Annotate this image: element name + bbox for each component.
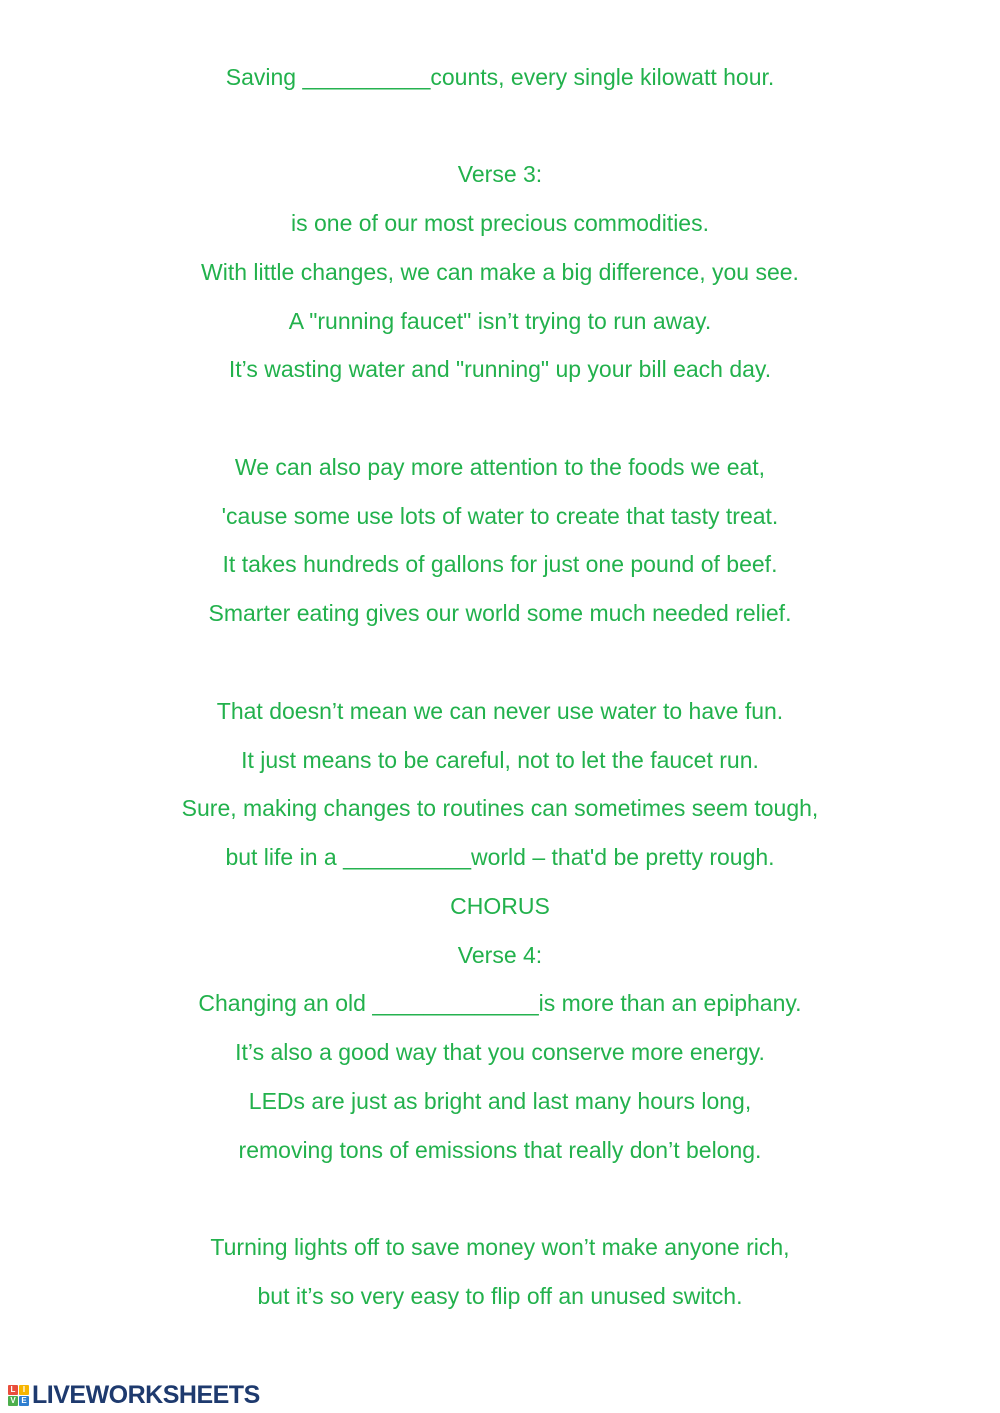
lyric-line: It’s wasting water and "running" up your bill each day. [228,356,772,382]
lyric-line: Smarter eating gives our world some much needed relief. [208,600,792,626]
lyric-line: LEDs are just as bright and last many hours long, [248,1088,752,1114]
verse-heading: Verse 3: [457,161,543,187]
verse-heading: Verse 4: [457,942,543,968]
lyric-line: A "running faucet" isn’t trying to run away. [288,308,712,334]
lyric-line: removing tons of emissions that really don’t belong. [238,1137,762,1163]
lyric-line: It takes hundreds of gallons for just one pound of beef. [222,551,778,577]
liveworksheets-logo [8,1380,260,1410]
lyric-line: Sure, making changes to routines can sometimes seem tough, [181,795,819,821]
lyric-line: Turning lights off to save money won’t make anyone rich, [210,1234,790,1260]
logo-text: LIVEWORKSHEETS [32,1380,260,1409]
lyric-line: Saving __________counts, every single kilowatt hour. [225,64,775,90]
lyric-line: but life in a __________world – that'd be pretty rough. [225,844,775,870]
chorus-heading: CHORUS [450,893,550,919]
lyric-line: We can also pay more attention to the foods we eat, [234,454,766,480]
lyric-line: Changing an old _____________is more than an epiphany. [198,990,802,1016]
lyric-line: It’s also a good way that you conserve more energy. [235,1039,765,1065]
lyric-line: It just means to be careful, not to let the faucet run. [241,747,759,773]
lyric-line: With little changes, we can make a big difference, you see. [201,259,799,285]
logo-block: I [19,1385,29,1395]
lyric-line: That doesn’t mean we can never use water to have fun. [216,698,784,724]
lyric-line: but it’s so very easy to flip off an unused switch. [257,1283,743,1309]
logo-block: E [19,1396,29,1406]
logo-blocks-icon [8,1385,29,1406]
logo-block: L [8,1385,18,1395]
lyric-line: 'cause some use lots of water to create that tasty treat. [221,503,779,529]
logo-block: V [8,1396,18,1406]
lyric-line: is one of our most precious commodities. [290,210,709,236]
